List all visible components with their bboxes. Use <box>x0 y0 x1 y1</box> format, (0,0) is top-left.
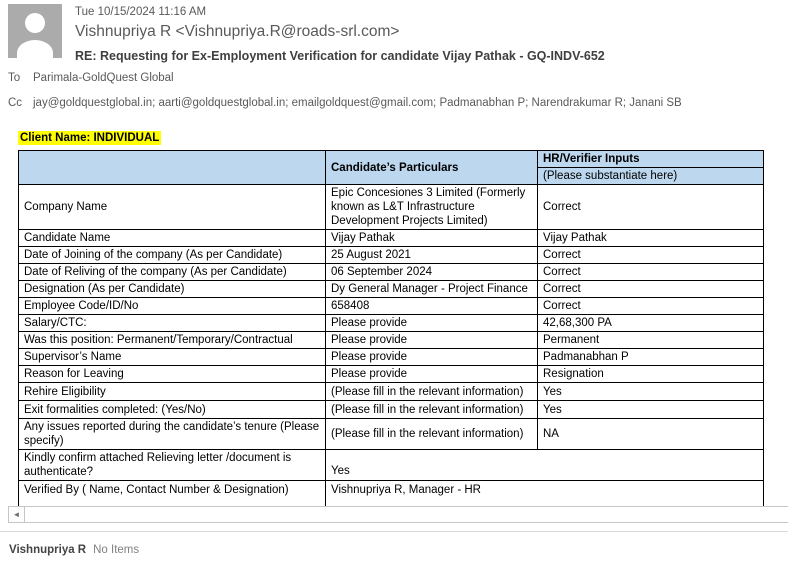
verifier-input-cell: Correct <box>538 281 764 298</box>
verifier-input-cell: Correct <box>538 298 764 315</box>
footer-divider <box>0 531 788 532</box>
table-row <box>19 185 764 230</box>
table-row <box>19 366 764 383</box>
field-label-cell: Was this position: Permanent/Temporary/Contractual <box>19 332 326 349</box>
merged-value-cell: Vishnupriya R, Manager - HR <box>326 481 764 512</box>
verifier-input-cell: Correct <box>538 247 764 264</box>
particulars-cell: Vijay Pathak <box>326 230 538 247</box>
client-name-highlight: Client Name: INDIVIDUAL <box>20 132 160 144</box>
cc-label: Cc <box>8 97 23 109</box>
verifier-input-cell: 42,68,300 PA <box>538 315 764 332</box>
header-verifier-note-cell: (Please substantiate here) <box>538 168 764 185</box>
table-row <box>19 247 764 264</box>
status-bar-no-items: No Items <box>93 544 140 556</box>
field-label-cell: Date of Reliving of the company (As per Candidate) <box>19 264 326 281</box>
field-label-cell: Any issues reported during the candidate’s tenure (Please specify) <box>19 419 326 450</box>
email-from[interactable]: Vishnupriya R <Vishnupriya.R@roads-srl.com> <box>75 23 400 40</box>
to-row <box>8 72 174 84</box>
particulars-cell: (Please fill in the relevant information) <box>326 419 538 450</box>
field-label-cell: Designation (As per Candidate) <box>19 281 326 298</box>
particulars-cell: Please provide <box>326 366 538 383</box>
left-arrow-icon: ◄ <box>12 510 21 519</box>
verifier-input-cell: Correct <box>538 185 764 230</box>
status-bar <box>9 544 139 556</box>
field-label-cell: Date of Joining of the company (As per Candidate) <box>19 247 326 264</box>
email-subject: RE: Requesting for Ex-Employment Verification for candidate Vijay Pathak - GQ-INDV-652 <box>75 49 605 63</box>
header-empty-cell <box>19 151 326 185</box>
particulars-cell: 25 August 2021 <box>326 247 538 264</box>
merged-value-cell: Yes <box>326 450 764 481</box>
particulars-cell: Please provide <box>326 332 538 349</box>
table-row <box>19 419 764 450</box>
field-label-cell: Reason for Leaving <box>19 366 326 383</box>
table-row-merged <box>19 450 764 481</box>
header-verifier-cell: HR/Verifier Inputs <box>538 151 764 168</box>
person-silhouette-icon <box>25 13 45 33</box>
field-label-cell: Exit formalities completed: (Yes/No) <box>19 401 326 419</box>
field-label-cell: Rehire Eligibility <box>19 383 326 401</box>
email-timestamp: Tue 10/15/2024 11:16 AM <box>75 6 207 18</box>
field-label-cell: Salary/CTC: <box>19 315 326 332</box>
verifier-input-cell: Yes <box>538 383 764 401</box>
field-label-cell: Kindly confirm attached Relieving letter /document is authenticate? <box>19 450 326 481</box>
table-row <box>19 401 764 419</box>
cc-recipients[interactable]: jay@goldquestglobal.in; aarti@goldquestglobal.in; emailgoldquest@gmail.com; Padmanabhan P; Narendrakumar R; Janani SB <box>33 97 682 109</box>
field-label-cell: Candidate Name <box>19 230 326 247</box>
horizontal-scrollbar[interactable] <box>8 506 788 523</box>
field-label-cell: Verified By ( Name, Contact Number & Designation) <box>19 481 326 512</box>
particulars-cell: (Please fill in the relevant information) <box>326 383 538 401</box>
table-header-row <box>19 151 764 168</box>
field-label-cell: Employee Code/ID/No <box>19 298 326 315</box>
table-row <box>19 349 764 366</box>
table-row <box>19 230 764 247</box>
verification-table <box>18 150 764 512</box>
scrollbar-track[interactable] <box>25 507 788 522</box>
status-bar-sender-name: Vishnupriya R <box>9 544 87 556</box>
table-row <box>19 332 764 349</box>
verifier-input-cell: Vijay Pathak <box>538 230 764 247</box>
table-row <box>19 281 764 298</box>
verifier-input-cell: Resignation <box>538 366 764 383</box>
particulars-cell: Please provide <box>326 349 538 366</box>
to-label: To <box>8 72 21 84</box>
person-silhouette-icon <box>17 40 53 58</box>
particulars-cell: Dy General Manager - Project Finance <box>326 281 538 298</box>
verifier-input-cell: Padmanabhan P <box>538 349 764 366</box>
verifier-input-cell: Yes <box>538 401 764 419</box>
field-label-cell: Company Name <box>19 185 326 230</box>
table-row <box>19 383 764 401</box>
particulars-cell: Please provide <box>326 315 538 332</box>
scroll-left-button[interactable] <box>9 507 25 522</box>
table-row <box>19 298 764 315</box>
verifier-input-cell: NA <box>538 419 764 450</box>
header-particulars-cell: Candidate’s Particulars <box>326 151 538 185</box>
field-label-cell: Supervisor’s Name <box>19 349 326 366</box>
table-row <box>19 264 764 281</box>
cc-row <box>8 97 682 109</box>
verifier-input-cell: Permanent <box>538 332 764 349</box>
table-row <box>19 315 764 332</box>
to-recipients[interactable]: Parimala-GoldQuest Global <box>33 72 174 84</box>
particulars-cell: 06 September 2024 <box>326 264 538 281</box>
verifier-input-cell: Correct <box>538 264 764 281</box>
particulars-cell: 658408 <box>326 298 538 315</box>
sender-avatar <box>8 4 62 58</box>
particulars-cell: Epic Concesiones 3 Limited (Formerly known as L&T Infrastructure Development Projects Limited) <box>326 185 538 230</box>
particulars-cell: (Please fill in the relevant information) <box>326 401 538 419</box>
